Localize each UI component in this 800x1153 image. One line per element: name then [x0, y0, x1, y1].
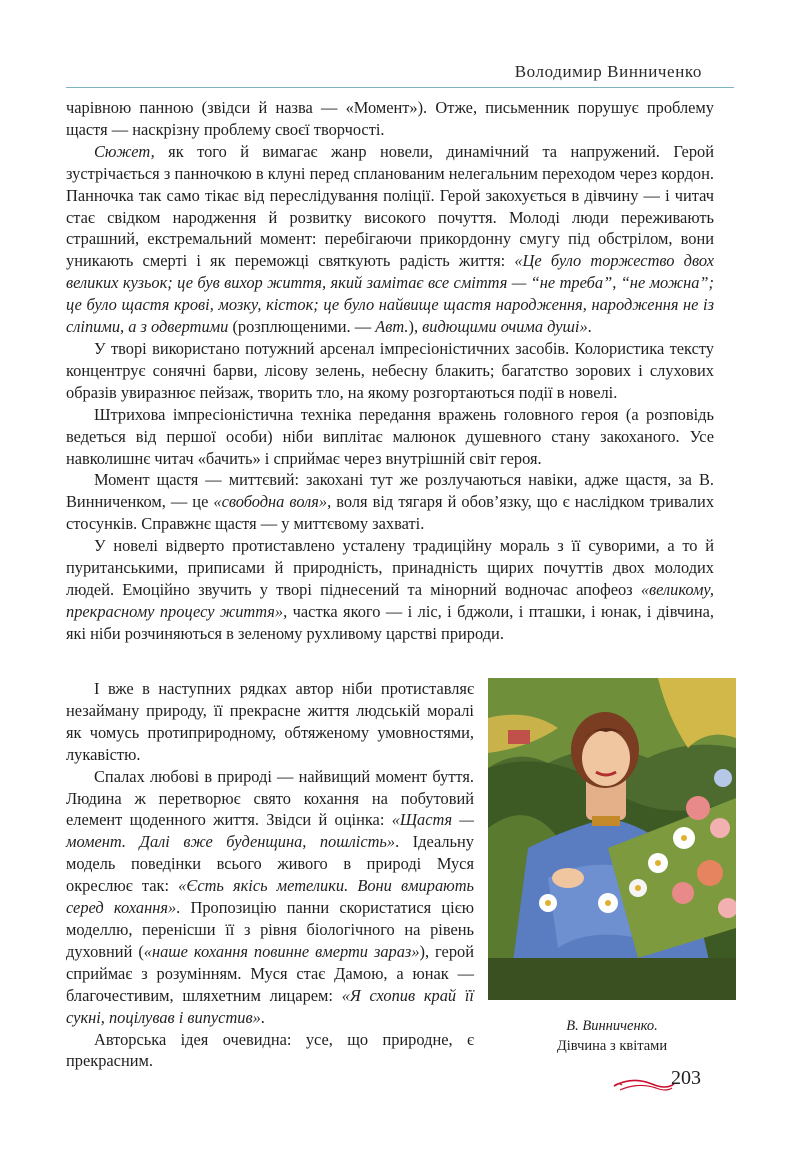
- paragraph: [66, 766, 474, 1029]
- running-header-author: Володимир Винниченко: [514, 62, 702, 81]
- text-run: , частка якого — і ліс, і бджоли, і пташки, і юнак, і дівчина, які ніби розчиняються в зеленому рухливому царстві природи.: [66, 601, 714, 643]
- main-text-block: [66, 97, 714, 645]
- paragraph: [66, 535, 714, 645]
- page-number: 203: [671, 1067, 701, 1089]
- text-run: . Ідеальну модель поведінки всього живого в природі Муся окреслює так:: [66, 832, 474, 896]
- italic-quote: Сюжет,: [94, 141, 155, 161]
- caption-author: В. Винниченко.: [566, 1018, 658, 1034]
- text-run: чарівною панною (звідси й назва — «Момент»). Отже, письменник порушує проблему щастя — наскрізну проблему своєї творчості.: [66, 98, 714, 139]
- text-run: У творі використано потужний арсенал імпресіоністичних засобів. Колористика тексту концентрує сонячні барви, лісову зелень, небесну блакить; багатство зорових і слухових образів увиразнює пейзаж, творить тло, на якому розгортаються події в новелі.: [66, 338, 714, 402]
- paragraph: [66, 1029, 474, 1073]
- text-run: У новелі відверто протиставлено усталену традиційну мораль з її суворими, а то й пуританськими, приписами й природність, принадність щирих почуттів двох молодих людей. Емоційно звучить у творі піднесений та мінорний водночас апофеоз: [66, 536, 714, 599]
- italic-quote: «наше кохання повинне вмерти зараз»: [143, 941, 420, 961]
- italic-quote: «великому, прекрасному процесу життя»: [66, 579, 714, 621]
- paragraph: [66, 469, 714, 535]
- text-run: як того й вимагає жанр новели, динамічний та напружений. Герой зустрічається з панночкою в клуні перед спланованим нелегальним переходом через кордон. Панночка так само тікає від переслідування поліції. Герой закохується в дівчину — і читач стає свідком народження й розвитку високого почуття. Молоді люди переживають страшний, екстремальний момент: перебігаючи прикордонну смугу під обстрілом, вони уникають смерті і як переможці святкують радість життя:: [66, 141, 714, 271]
- text-run: .: [260, 1007, 265, 1027]
- text-run: Штрихова імпресіоністична техніка передання вражень головного героя (а розповідь ведеться від першої особи) ніби виплітає малюнок душевного стану закоханого. Усе навколишнє читач «бачить» і сприймає через внутрішній світ героя.: [66, 404, 714, 468]
- figure-caption: [488, 1016, 736, 1056]
- text-run: Момент щастя — миттєвий: закохані тут же розлучаються навіки, адже щастя, за В. Винниченком, — це: [66, 470, 714, 512]
- text-run: ),: [408, 317, 423, 337]
- header-divider: [66, 87, 734, 88]
- paragraph: [66, 97, 714, 141]
- text-run: . Пропозицію панни скористатися цією моделлю, перенісши її з рівня біологічного на рівень духовний (: [66, 898, 474, 961]
- painting-girl-with-flowers: [488, 678, 736, 1000]
- paragraph: [66, 404, 714, 470]
- italic-quote: «Це було торжество двох великих кузьок; це був вихор життя, який замітає все сміття — “не треба”, “не можна”; це було щастя крові, мозку, кісток; це було найвище щастя народження, народження не із сліпими, а з одвертими: [66, 251, 714, 337]
- italic-quote: «Щастя — момент. Далі вже буденщина, пошлість»: [66, 810, 474, 852]
- side-text-block: [66, 678, 474, 1072]
- text-run: .: [587, 317, 592, 337]
- text-run: , воля від тягаря й обов’язку, що є наслідком тривалих стосунків. Справжнє щастя — у миттєвому захваті.: [66, 492, 715, 534]
- text-run: І вже в наступних рядках автор ніби протиставляє незайману природу, її прекрасне життя людській моралі як чомусь протиприродному, обтяженому умовностями, лукавістю.: [66, 679, 474, 764]
- paragraph: [66, 338, 714, 404]
- text-run: Спалах любові в природі — найвищий момент буття. Людина ж перетворює свято кохання на побутовий елемент щоденного життя. Звідси й оцінка:: [66, 766, 474, 830]
- italic-quote: Авт.: [375, 317, 409, 337]
- paragraph: [66, 141, 714, 338]
- caption-title: Дівчина з квітами: [556, 1038, 668, 1054]
- paragraph: [66, 678, 474, 766]
- italic-quote: видющими очима душі»: [422, 317, 588, 337]
- italic-quote: «свободна воля»: [213, 492, 328, 512]
- text-run: ), герой сприймає з розумінням. Муся стає Дамою, а юнак — благочестивим, шляхетним лицарем:: [66, 941, 474, 1005]
- italic-quote: «Єсть якісь метелики. Вони вмирають серед кохання»: [66, 876, 474, 918]
- text-run: (розплющеними. —: [228, 317, 376, 337]
- text-run: Авторська ідея очевидна: усе, що природне, є прекрасним.: [66, 1029, 474, 1071]
- italic-quote: «Я схопив край її сукні, поцілував і випустив»: [66, 985, 474, 1027]
